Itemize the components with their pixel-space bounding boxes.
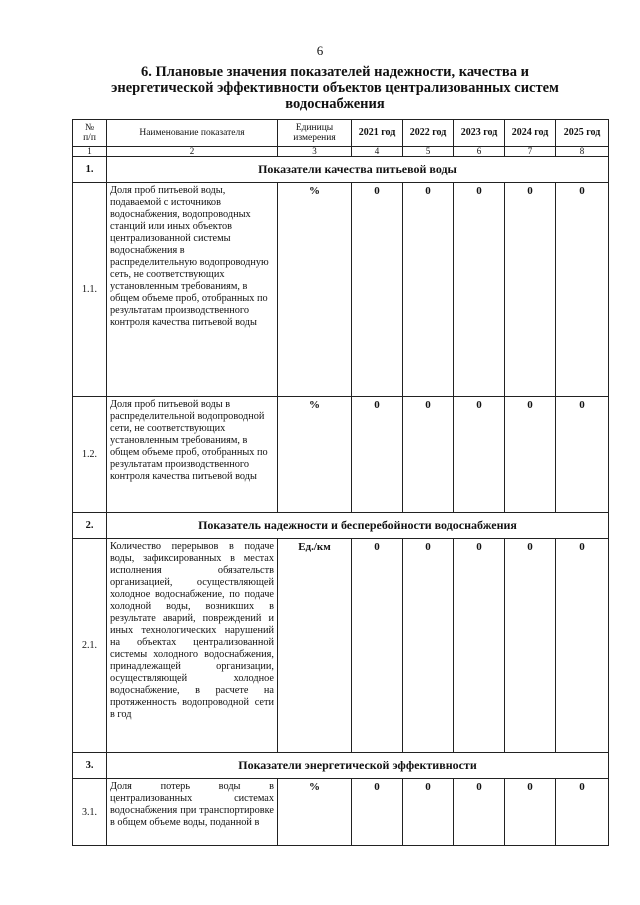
indicator-value: 0 [505, 397, 556, 513]
section-row [73, 513, 609, 539]
indicator-value: 0 [454, 397, 505, 513]
column-number: 7 [505, 147, 556, 157]
section-title: Показатель надежности и бесперебойности водоснабжения [107, 513, 609, 539]
header-name: Наименование показателя [107, 120, 278, 147]
section-title: Показатели энергетической эффективности [107, 753, 609, 779]
header-unit: Единицы измерения [278, 120, 352, 147]
row-number: 1.2. [73, 397, 107, 513]
row-number: 1.1. [73, 183, 107, 397]
column-number: 3 [278, 147, 352, 157]
column-number: 5 [403, 147, 454, 157]
indicator-value: 0 [505, 539, 556, 753]
indicator-value: 0 [352, 397, 403, 513]
indicator-value: 0 [505, 183, 556, 397]
indicator-value: 0 [403, 779, 454, 846]
header-year: 2025 год [556, 120, 609, 147]
indicator-value: 0 [352, 539, 403, 753]
indicator-unit: Ед./км [278, 539, 352, 753]
table-row [73, 539, 609, 753]
column-number: 8 [556, 147, 609, 157]
indicator-value: 0 [505, 779, 556, 846]
indicator-value: 0 [556, 779, 609, 846]
indicator-unit: % [278, 779, 352, 846]
column-number: 4 [352, 147, 403, 157]
indicator-name: Доля проб питьевой воды в распределительной водопроводной сети, не соответствующих установленным требованиям, в общем объеме проб, отобранных по результатам производственного контроля качества питьевой воды [107, 397, 278, 513]
indicator-value: 0 [454, 779, 505, 846]
indicator-value: 0 [403, 397, 454, 513]
section-number: 3. [73, 753, 107, 779]
table-row [73, 397, 609, 513]
indicator-value: 0 [454, 539, 505, 753]
indicator-value: 0 [352, 779, 403, 846]
indicator-value: 0 [403, 539, 454, 753]
column-number: 1 [73, 147, 107, 157]
indicators-table [72, 119, 609, 846]
section-row [73, 157, 609, 183]
section-row [73, 753, 609, 779]
indicator-name: Количество перерывов в подаче воды, зафиксированных в местах исполнения обязательств организацией, осуществляющей холодное водоснабжение, по подаче холодной воды, возникших в результате аварий, повреждений и иных технологических нарушений на объектах централизованной системы холодного водоснабжения, принадлежащей организации, осуществляющей холодное водоснабжение, в расчете на протяженность водопроводной сети в год [107, 539, 278, 753]
document-title: 6. Плановые значения показателей надежности, качества и энергетической эффективности объектов централизованных систем водоснабжения [111, 64, 559, 112]
row-number: 3.1. [73, 779, 107, 846]
column-number: 6 [454, 147, 505, 157]
section-title: Показатели качества питьевой воды [107, 157, 609, 183]
section-number: 1. [73, 157, 107, 183]
header-num: № п/п [73, 120, 107, 147]
table-row [73, 183, 609, 397]
section-number: 2. [73, 513, 107, 539]
indicator-value: 0 [556, 397, 609, 513]
table-header-row [73, 120, 609, 147]
row-number: 2.1. [73, 539, 107, 753]
indicator-name: Доля проб питьевой воды, подаваемой с источников водоснабжения, водопроводных станций или иных объектов централизованной системы водоснабжения в распределительную водопроводную сеть, не соответствующих установленным требованиям, в общем объеме проб, отобранных по результатам производственного контроля качества питьевой воды [107, 183, 278, 397]
header-year: 2021 год [352, 120, 403, 147]
indicator-value: 0 [556, 539, 609, 753]
column-number: 2 [107, 147, 278, 157]
indicator-value: 0 [352, 183, 403, 397]
header-year: 2023 год [454, 120, 505, 147]
indicator-value: 0 [403, 183, 454, 397]
indicator-unit: % [278, 183, 352, 397]
table-row [73, 779, 609, 846]
indicator-name: Доля потерь воды в централизованных системах водоснабжения при транспортировке в общем объеме воды, поданной в [107, 779, 278, 846]
indicator-value: 0 [556, 183, 609, 397]
indicator-value: 0 [454, 183, 505, 397]
page-number: 6 [316, 43, 324, 58]
column-number-row [73, 147, 609, 157]
header-year: 2024 год [505, 120, 556, 147]
header-year: 2022 год [403, 120, 454, 147]
indicator-unit: % [278, 397, 352, 513]
